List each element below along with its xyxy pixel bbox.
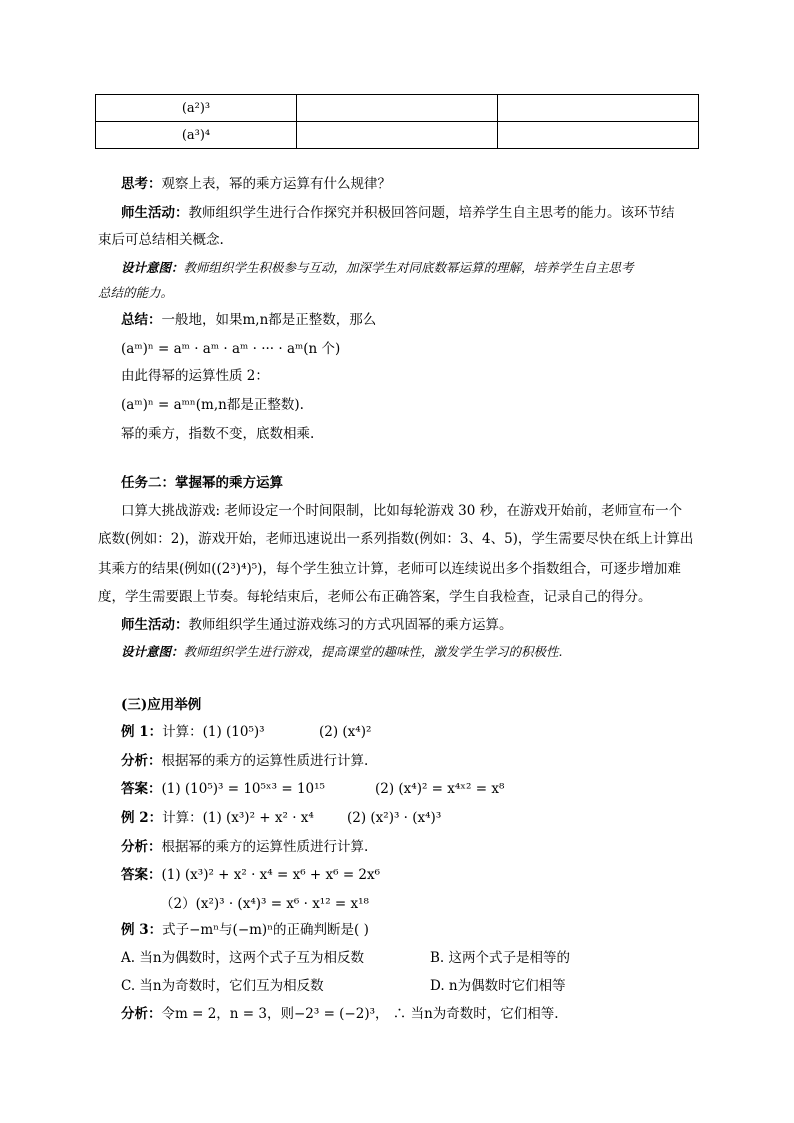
examples-heading: (三)应用举例	[121, 697, 202, 713]
answer-2-part2: （2）(x²)³ · (x⁴)³ = x⁶ · x¹² = x¹⁸	[160, 896, 369, 912]
design-text: 教师组织学生进行游戏，提高课堂的趣味性，激发学生学习的积极性.	[183, 644, 563, 659]
think-line	[121, 176, 391, 192]
example-text: 式子−mⁿ与(−m)ⁿ的正确判断是( )	[162, 922, 369, 938]
analysis-label: 分析：	[121, 1006, 162, 1022]
summary-line	[121, 312, 376, 328]
example-q2: (2) (x⁴)²	[319, 724, 372, 740]
task2-design	[121, 644, 563, 660]
example-label: 例 2：	[121, 810, 163, 826]
option-b: B. 这两个式子是相等的	[430, 950, 571, 966]
example-q1: 计算：(1) (x³)² + x² · x⁴	[162, 810, 314, 826]
option-a: A. 当n为偶数时，这两个式子互为相反数	[121, 950, 365, 966]
table-cell	[297, 122, 498, 149]
answer-a2: (2) (x⁴)² = x⁴ˣ² = x⁸	[375, 781, 505, 797]
task2-para-line: 其乘方的结果(例如((2³)⁴)⁵)，每个学生独立计算，老师可以连续说出多个指数组合，可逐步增加难	[98, 561, 681, 577]
example-q2: (2) (x²)³ · (x⁴)³	[347, 810, 442, 826]
activity-label: 师生活动：	[121, 617, 189, 633]
table-cell	[297, 95, 498, 122]
activity-line-2: 束后可总结相关概念.	[98, 232, 224, 248]
example-3	[121, 922, 369, 938]
task2-title: 任务二：掌握幂的乘方运算	[121, 475, 283, 491]
summary-label: 总结：	[121, 312, 162, 328]
table-row	[96, 95, 699, 122]
activity-line	[121, 205, 675, 221]
summary-text: 一般地，如果m,n都是正整数，那么	[161, 312, 377, 328]
analysis-text: 根据幂的乘方的运算性质进行计算.	[161, 839, 369, 855]
design-line	[121, 260, 634, 276]
think-text: 观察上表，幂的乘方运算有什么规律？	[161, 176, 391, 192]
answer-a1: (1) (x³)² + x² · x⁴ = x⁶ + x⁶ = 2x⁶	[161, 867, 381, 883]
activity-text: 教师组织学生通过游戏练习的方式巩固幂的乘方运算。	[188, 617, 513, 633]
task2-para-line: 度，学生需要跟上节奏。每轮结束后，老师公布正确答案，学生自我检查，记录自己的得分。	[98, 589, 652, 605]
option-d: D. n为偶数时它们相等	[430, 978, 566, 994]
example-label: 例 1：	[121, 724, 163, 740]
table-cell-expr: (a³)⁴	[96, 122, 297, 149]
activity-label: 师生活动：	[121, 205, 189, 221]
answer-1	[121, 781, 505, 797]
example-1	[121, 724, 372, 740]
table-cell	[498, 95, 699, 122]
answer-label: 答案：	[121, 867, 162, 883]
design-label: 设计意图：	[121, 260, 184, 275]
design-label: 设计意图：	[121, 644, 184, 659]
example-q1: 计算：(1) (10⁵)³	[162, 724, 265, 740]
design-line-2: 总结的能力。	[98, 285, 174, 300]
example-label: 例 3：	[121, 922, 163, 938]
analysis-text: 令m = 2，n = 3，则−2³ = (−2)³， ∴ 当n为奇数时，它们相等.	[161, 1006, 559, 1022]
option-c: C. 当n为奇数时，它们互为相反数	[121, 978, 324, 994]
task2-para-line: 口算大挑战游戏: 老师设定一个时间限制，比如每轮游戏 30 秒，在游戏开始前，老师宣布一个	[121, 503, 683, 519]
answer-label: 答案：	[121, 781, 162, 797]
analysis-label: 分析：	[121, 839, 162, 855]
property-heading: 由此得幂的运算性质 2：	[121, 368, 269, 384]
table-cell-expr: (a²)³	[96, 95, 297, 122]
activity-text: 教师组织学生进行合作探究并积极回答问题，培养学生自主思考的能力。该环节结	[188, 205, 675, 221]
analysis-label: 分析：	[121, 753, 162, 769]
design-text: 教师组织学生积极参与互动，加深学生对同底数幂运算的理解，培养学生自主思考	[183, 260, 634, 275]
think-label: 思考：	[121, 176, 162, 192]
analysis-2	[121, 839, 368, 855]
formula-property: (aᵐ)ⁿ = aᵐⁿ(m,n都是正整数).	[121, 397, 304, 413]
answer-a1: (1) (10⁵)³ = 10⁵ˣ³ = 10¹⁵	[161, 781, 325, 797]
formula-expand: (aᵐ)ⁿ = aᵐ · aᵐ · aᵐ · ··· · aᵐ(n 个)	[121, 341, 341, 357]
table-row	[96, 122, 699, 149]
table-cell	[498, 122, 699, 149]
analysis-1	[121, 753, 368, 769]
power-table	[95, 94, 699, 149]
task2-activity	[121, 617, 513, 633]
answer-2	[121, 867, 380, 883]
analysis-3	[121, 1006, 559, 1022]
example-2	[121, 810, 442, 826]
task2-para-line: 底数(例如：2)，游戏开始，老师迅速说出一系列指数(例如：3、4、5)，学生需要尽快在纸上计算出	[98, 531, 694, 547]
analysis-text: 根据幂的乘方的运算性质进行计算.	[161, 753, 369, 769]
rule-text: 幂的乘方，指数不变，底数相乘.	[121, 426, 315, 442]
